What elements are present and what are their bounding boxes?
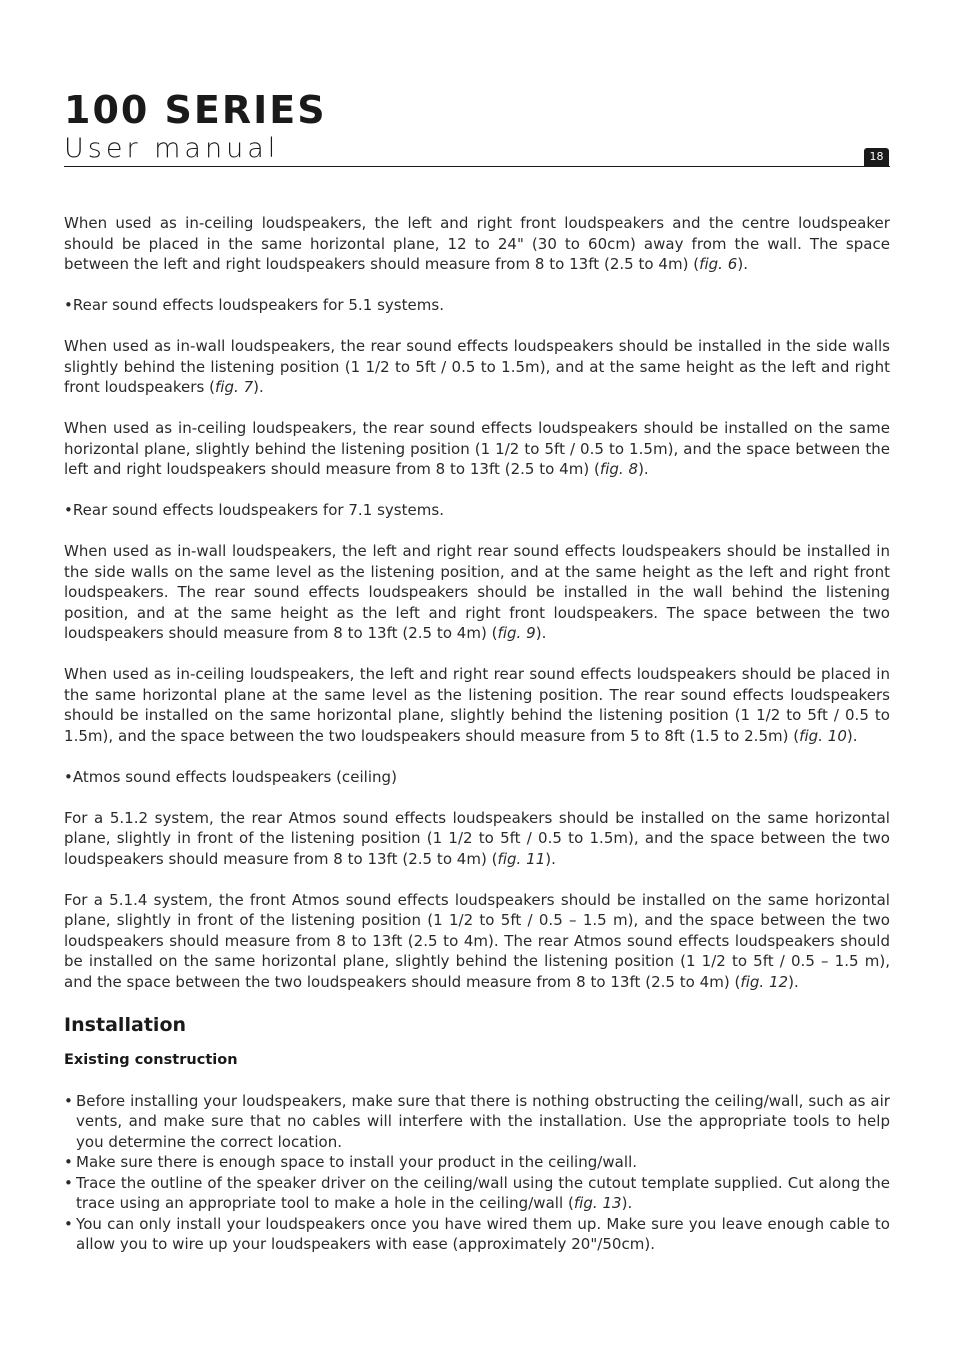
paragraph-wall-rear-71: When used as in-wall loudspeakers, the left and right rear sound effects loudspeakers should be installed in the side walls on the same level as the listening position, and at the same height as the left and right front loudspeakers. The rear sound effects loudspeakers should be installed in the wall behind the listening position, and at the same height as the left and right front loudspeakers. The space between the two loudspeakers should measure from 8 to 13ft (2.5 to 4m) (fig. 9). — [64, 542, 890, 642]
bullet-atmos: •Atmos sound effects loudspeakers (ceiling) — [64, 767, 397, 786]
figure-reference: fig. 10 — [799, 726, 847, 745]
manual-subtitle: User manual — [64, 133, 280, 164]
header-divider — [64, 166, 890, 167]
main-content — [64, 213, 890, 1255]
paragraph-ceiling-rear-51: When used as in-ceiling loudspeakers, the rear sound effects loudspeakers should be installed on the same horizontal plane, slightly behind the listening position (1 1/2 to 5ft / 0.5 to 1.5m), and the space between the left and right loudspeakers should measure from 8 to 13ft (2.5 to 4m) (fig. 8). — [64, 419, 890, 478]
installation-list — [64, 1091, 890, 1255]
figure-reference: fig. 12 — [740, 972, 789, 991]
figure-reference: fig. 13 — [573, 1194, 622, 1212]
installation-heading: Installation — [64, 1013, 187, 1036]
paragraph-wall-rear-51: When used as in-wall loudspeakers, the rear sound effects loudspeakers should be installed in the side walls slightly behind the listening position (1 1/2 to 5ft / 0.5 to 1.5m), and at the same height as the left and right front loudspeakers (fig. 7). — [64, 337, 890, 396]
page-header — [64, 88, 890, 164]
list-item: • Make sure there is enough space to install your product in the ceiling/wall. — [64, 1152, 890, 1173]
paragraph-ceiling-rear-71: When used as in-ceiling loudspeakers, the left and right rear sound effects loudspeakers should be placed in the same horizontal plane at the same level as the listening position. The rear sound effects loudspeakers should be installed on the same horizontal plane, slightly behind the listening position (1 1/2 to 5ft / 0.5 to 1.5m), and the space between the two loudspeakers should measure from 5 to 8ft (1.5 to 2.5m) (fig. 10). — [64, 665, 890, 745]
list-item: • Before installing your loudspeakers, make sure that there is nothing obstructing the ceiling/wall, such as air vents, and make sure that no cables will interfere with the installation. Use the appropriate tools to help you determine the correct location. — [64, 1091, 890, 1153]
list-item: • Trace the outline of the speaker driver on the ceiling/wall using the cutout template supplied. Cut along the trace using an appropriate tool to make a hole in the ceiling/wall (fig. 13). — [64, 1173, 890, 1214]
figure-reference: fig. 8 — [599, 460, 639, 478]
figure-reference: fig. 6 — [699, 255, 738, 273]
figure-reference: fig. 9 — [497, 624, 536, 642]
paragraph-ceiling-front: When used as in-ceiling loudspeakers, the left and right front loudspeakers and the centre loudspeaker should be placed in the same horizontal plane, 12 to 24" (30 to 60cm) away from the wall. The space between the left and right loudspeakers should measure from 8 to 13ft (2.5 to 4m) (fig. 6). — [64, 214, 890, 273]
bullet-rear-51: •Rear sound effects loudspeakers for 5.1 systems. — [64, 296, 445, 314]
figure-reference: fig. 7 — [214, 378, 254, 396]
series-title: 100 SERIES — [64, 88, 327, 132]
paragraph-atmos-512: For a 5.1.2 system, the rear Atmos sound effects loudspeakers should be installed on the same horizontal plane, slightly in front of the listening position (1 1/2 to 5ft / 0.5 to 1.5m), and the space between the two loudspeakers should measure from 8 to 13ft (2.5 to 4m) (fig. 11). — [64, 808, 890, 868]
bullet-rear-71: •Rear sound effects loudspeakers for 7.1 systems. — [64, 501, 445, 519]
existing-construction-heading: Existing construction — [64, 1051, 238, 1068]
paragraph-atmos-514: For a 5.1.4 system, the front Atmos sound effects loudspeakers should be installed on the same horizontal plane, slightly in front of the listening position (1 1/2 to 5ft / 0.5 – 1.5 m), and the space between the two loudspeakers should measure from 8 to 13ft (2.5 to 4m). The rear Atmos sound effects loudspeakers should be installed on the same horizontal plane, slightly behind the listening position (1 1/2 to 5ft / 0.5 – 1.5 m), and the space between the two loudspeakers should measure from 8 to 13ft (2.5 to 4m) (fig. 12). — [64, 890, 890, 991]
figure-reference: fig. 11 — [497, 849, 546, 868]
page-number-badge: 18 — [864, 148, 889, 166]
list-item: • You can only install your loudspeakers once you have wired them up. Make sure you leave enough cable to allow you to wire up your loudspeakers with ease (approximately 20"/50cm). — [64, 1214, 890, 1255]
